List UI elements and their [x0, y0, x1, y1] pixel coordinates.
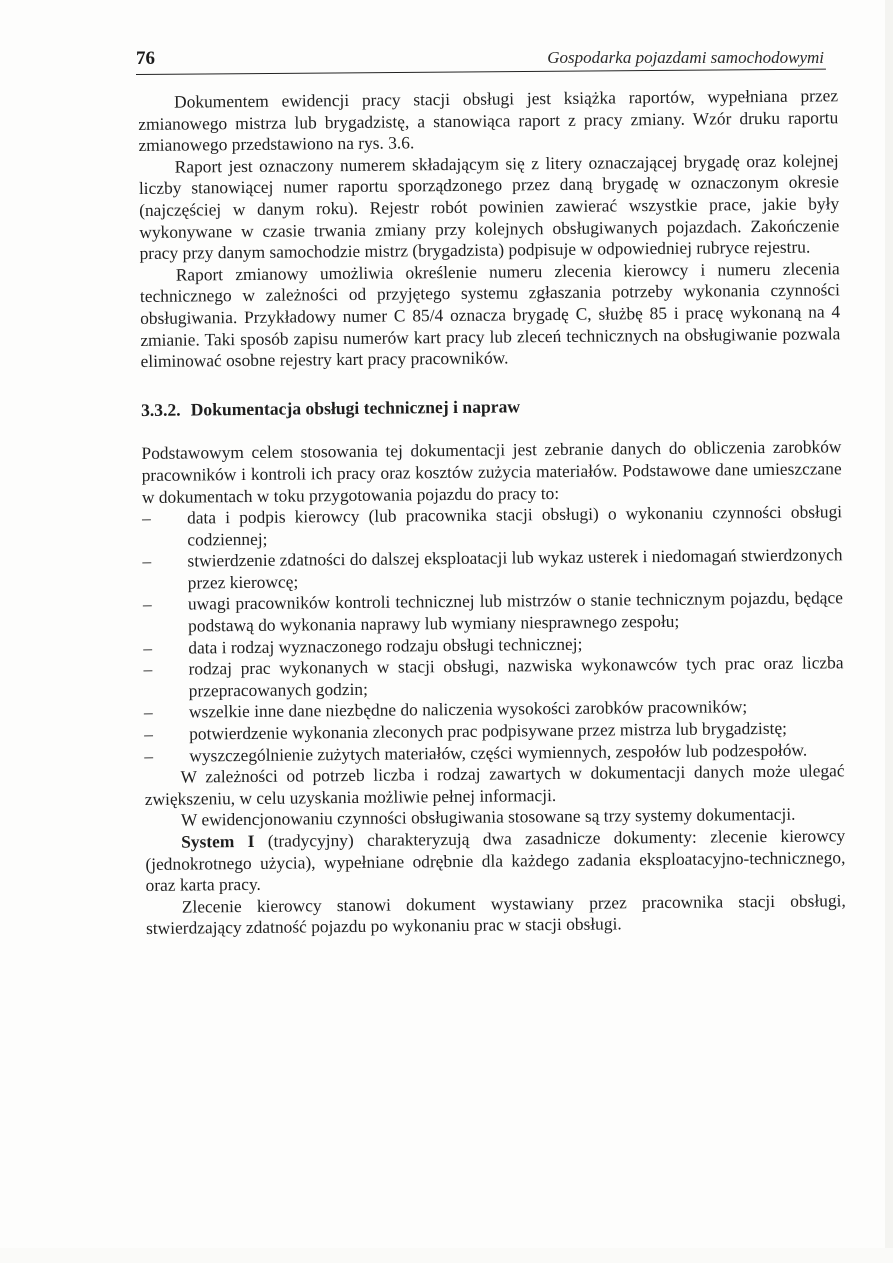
dash-marker: – — [142, 551, 152, 572]
system-paragraph — [145, 825, 846, 896]
list-item-text: wszelkie inne dane niezbędne do naliczenia wysokości zarobków pracowników; — [188, 696, 748, 722]
paragraph: Raport jest oznaczony numerem składającym się z litery oznaczającej brygadę oraz kolejnej liczby stanowiącej numer raportu sporządzonego przez daną brygadę w oznaczonym okresie (najczęściej w danym roku). Rejestr robót powinien zawierać wszystkie prace, jakie były wykonywane w czasie trwania zmiany przy kolejnych obsługiwanych pojazdach. Zakończenie pracy przy danym samochodzie mistrz (brygadzista) podpisuje w odpowiedniej rubryce rejestru. — [138, 150, 840, 264]
body-text — [138, 85, 846, 940]
scan-margin — [0, 1248, 893, 1263]
list-item — [142, 545, 842, 595]
list-item-text: uwagi pracowników kontroli technicznej lub mistrzów o stanie technicznym pojazdu, będące podstawą do wykonania naprawy lub wymiany niesprawnego zespołu; — [187, 587, 843, 636]
system-label: System I — [181, 830, 255, 852]
section-heading — [141, 393, 841, 421]
paragraph: Zlecenie kierowcy stanowi dokument wystawiany przez pracownika stacji obsługi, stwierdzający zdatność pojazdu po wykonaniu prac w stacji obsługi. — [145, 890, 846, 939]
paragraph: Dokumentem ewidencji pracy stacji obsługi jest książka raportów, wypełniana przez zmianowego mistrza lub brygadzistę, a stanowiąca raport z pracy zmiany. Wzór druku raportu zmianowego przedstawiono na rys. 3.6. — [138, 85, 839, 156]
paragraph: W zależności od potrzeb liczba i rodzaj zawartych w dokumentacji danych może ulegać zwiększeniu, w celu uzyskania możliwie pełnej informacji. — [144, 760, 845, 809]
list-item-text: wyszczególnienie zużytych materiałów, części wymiennych, zespołów lub podzespołów. — [189, 739, 808, 766]
list-item-text: data i podpis kierowcy (lub pracownika stacji obsługi) o wykonaniu czynności obsługi codziennej; — [186, 501, 843, 550]
system-text: (tradycyjny) charakteryzują dwa zasadnicze dokumenty: zlecenie kierowcy (jednokrotnego użycia), wypełniane odrębnie dla każdego zadania eksploatacyjno-technicznego, oraz karta pracy. — [145, 825, 846, 896]
list-item-text: rodzaj prac wykonanych w stacji obsługi, nazwiska wykonawców tych prac oraz liczba przepracowanych godzin; — [188, 652, 844, 701]
dash-marker: – — [142, 594, 152, 615]
paragraph: Raport zmianowy umożliwia określenie numeru zlecenia kierowcy i numeru zlecenia technicznego w zależności od przyjętego systemu zgłaszania potrzeby wykonania czynności obsługiwania. Przykładowy numer C 85/4 oznacza brygadę C, służbę 85 i pracę wykonaną na 4 zmianie. Taki sposób zapisu numerów kart pracy lub zleceń technicznych na obsługiwanie pozwala eliminować osobne rejestry kart pracy pracowników. — [139, 258, 841, 372]
list-item-text: potwierdzenie wykonania zleconych prac podpisywane przez mistrza lub brygadzistę; — [189, 717, 788, 744]
dash-marker: – — [144, 745, 154, 766]
list-item — [142, 501, 842, 551]
scan-edge — [885, 0, 893, 1263]
dash-marker: – — [143, 659, 153, 680]
list-item — [143, 653, 843, 703]
list-item — [143, 588, 843, 638]
section-title: Dokumentacja obsługi technicznej i napraw — [190, 396, 521, 420]
section-number: 3.3.2. — [140, 399, 181, 420]
list-item-text: data i rodzaj wyznaczonego rodzaju obsługi technicznej; — [188, 633, 583, 658]
paragraph: W ewidencjonowaniu czynności obsługiwania stosowane są trzy systemy dokumentacji. — [180, 804, 796, 831]
list-item-text: stwierdzenie zdatności do dalszej eksploatacji lub wykaz usterek i niedomagań stwierdzonych przez kierowcę; — [187, 544, 843, 593]
bullet-list — [142, 501, 844, 767]
dash-marker: – — [141, 507, 151, 529]
section-lead: Podstawowym celem stosowania tej dokumentacji jest zebranie danych do obliczenia zarobków pracowników i kontroli ich pracy oraz kosztów zużycia materiałów. Podstawowe dane umieszczane w dokumentach w toku przygotowania pojazdu do pracy to: — [141, 436, 842, 507]
dash-marker: – — [144, 723, 153, 745]
running-title: Gospodarka pojazdami samochodowymi — [547, 48, 824, 67]
dash-marker: – — [143, 637, 153, 658]
page-number: 76 — [136, 48, 155, 69]
dash-marker: – — [143, 702, 153, 723]
